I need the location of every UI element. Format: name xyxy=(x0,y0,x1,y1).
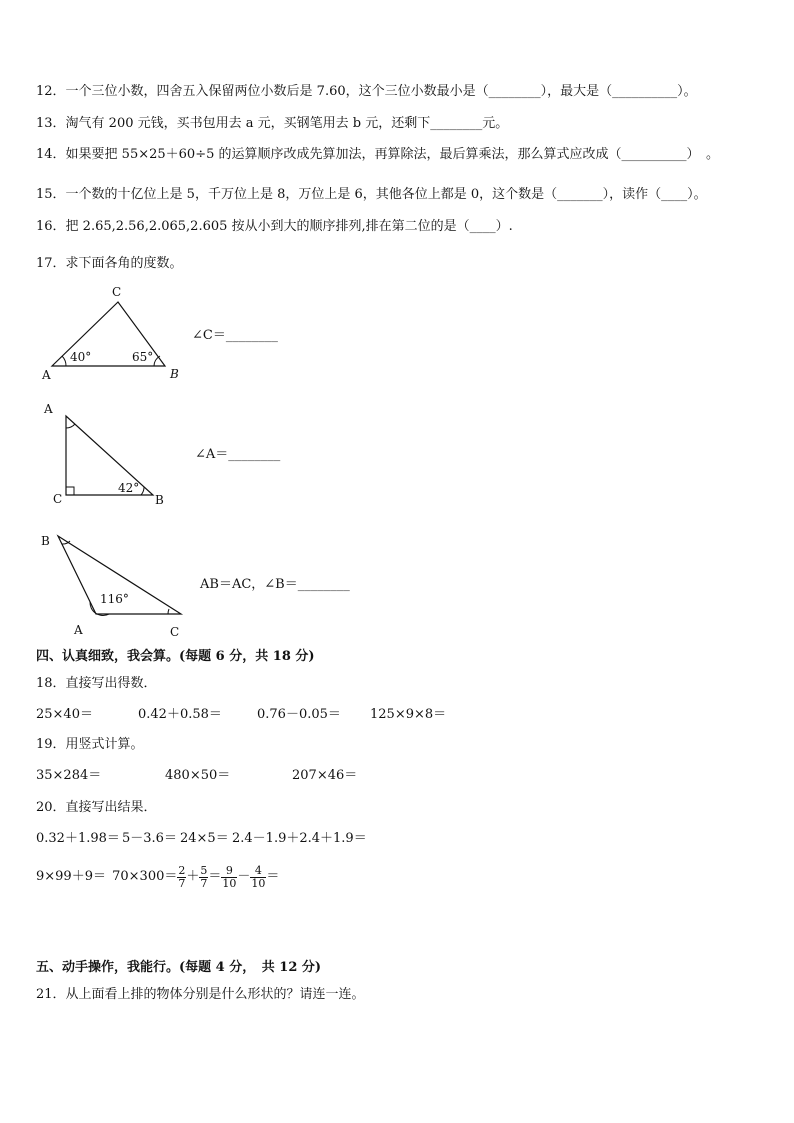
vertex-c-label: C xyxy=(170,625,180,639)
vertex-a-label: A xyxy=(42,368,51,382)
question-17: 17．求下面各角的度数。 xyxy=(36,256,183,271)
section-5-heading: 五、动手操作，我能行。(每题 4 分， 共 12 分) xyxy=(36,960,322,975)
triangle-figure-2 xyxy=(38,398,178,510)
triangle-figure-1 xyxy=(30,280,200,385)
vertex-b-label: B xyxy=(155,493,164,507)
fraction: $\frac{4}{10}$ xyxy=(251,863,266,890)
operator: ＝ xyxy=(208,869,222,884)
question-19: 19．用竖式计算。 xyxy=(36,737,144,752)
figure-2-answer: ∠A＝________ xyxy=(195,447,281,462)
question-12: 12．一个三位小数，四舍五入保留两位小数后是 7.60，这个三位小数最小是（________），最大是（__________）。 xyxy=(36,84,697,99)
q20-item: 5－3.6＝ xyxy=(122,831,177,846)
vertex-b-label: B xyxy=(170,367,179,381)
vertex-c-label: C xyxy=(53,492,63,506)
q20-row-2 xyxy=(36,860,279,895)
question-16: 16．把 2.65,2.56,2.065,2.605 按从小到大的顺序排列,排在第二位的是（____）. xyxy=(36,219,513,234)
triangle-figure-3 xyxy=(36,528,196,640)
operator: － xyxy=(237,869,251,884)
operator: ＋ xyxy=(186,869,200,884)
q18-item: 0.42＋0.58＝ xyxy=(138,707,222,722)
q18-item: 0.76－0.05＝ xyxy=(257,707,341,722)
q20-item: 24×5＝ xyxy=(180,831,229,846)
q19-item: 207×46＝ xyxy=(292,768,358,783)
q19-item: 480×50＝ xyxy=(165,768,231,783)
angle-b-label: 42° xyxy=(118,481,140,495)
question-20: 20．直接写出结果． xyxy=(36,800,157,815)
fraction: $\frac{2}{7}$ xyxy=(178,863,186,890)
question-13: 13．淘气有 200 元钱，买书包用去 a 元，买钢笔用去 b 元，还剩下________元。 xyxy=(36,116,509,131)
fraction: $\frac{9}{10}$ xyxy=(222,863,237,890)
q20-item: 70×300＝ xyxy=(112,869,178,884)
angle-a-label: 40° xyxy=(70,350,92,364)
angle-a-label: 116° xyxy=(100,592,129,606)
vertex-a-label: A xyxy=(44,402,53,416)
fraction: $\frac{5}{7}$ xyxy=(200,863,208,890)
question-14: 14．如果要把 55×25＋60÷5 的运算顺序改成先算加法，再算除法，最后算乘法，那么算式应改成（__________） 。 xyxy=(36,147,719,162)
figure-3-answer: AB＝AC，∠B＝________ xyxy=(200,577,350,592)
angle-b-label: 65° xyxy=(132,350,154,364)
q20-item: 0.32＋1.98＝ xyxy=(36,831,120,846)
q20-item: 9×99＋9＝ xyxy=(36,869,106,884)
operator: ＝ xyxy=(266,869,280,884)
question-18: 18．直接写出得数． xyxy=(36,676,157,691)
section-4-heading: 四、认真细致，我会算。(每题 6 分，共 18 分) xyxy=(36,649,315,664)
vertex-a-label: A xyxy=(74,623,83,637)
q18-item: 25×40＝ xyxy=(36,707,93,722)
vertex-b-label: B xyxy=(41,534,50,548)
q18-item: 125×9×8＝ xyxy=(370,707,447,722)
q19-item: 35×284＝ xyxy=(36,768,102,783)
question-21: 21．从上面看上排的物体分别是什么形状的？请连一连。 xyxy=(36,987,365,1002)
vertex-c-label: C xyxy=(112,285,122,299)
q20-item: 2.4－1.9＋2.4＋1.9＝ xyxy=(232,831,367,846)
question-15: 15．一个数的十亿位上是 5，千万位上是 8，万位上是 6，其他各位上都是 0，这个数是（_______），读作（____）。 xyxy=(36,187,707,202)
figure-1-answer: ∠C＝________ xyxy=(192,328,278,343)
